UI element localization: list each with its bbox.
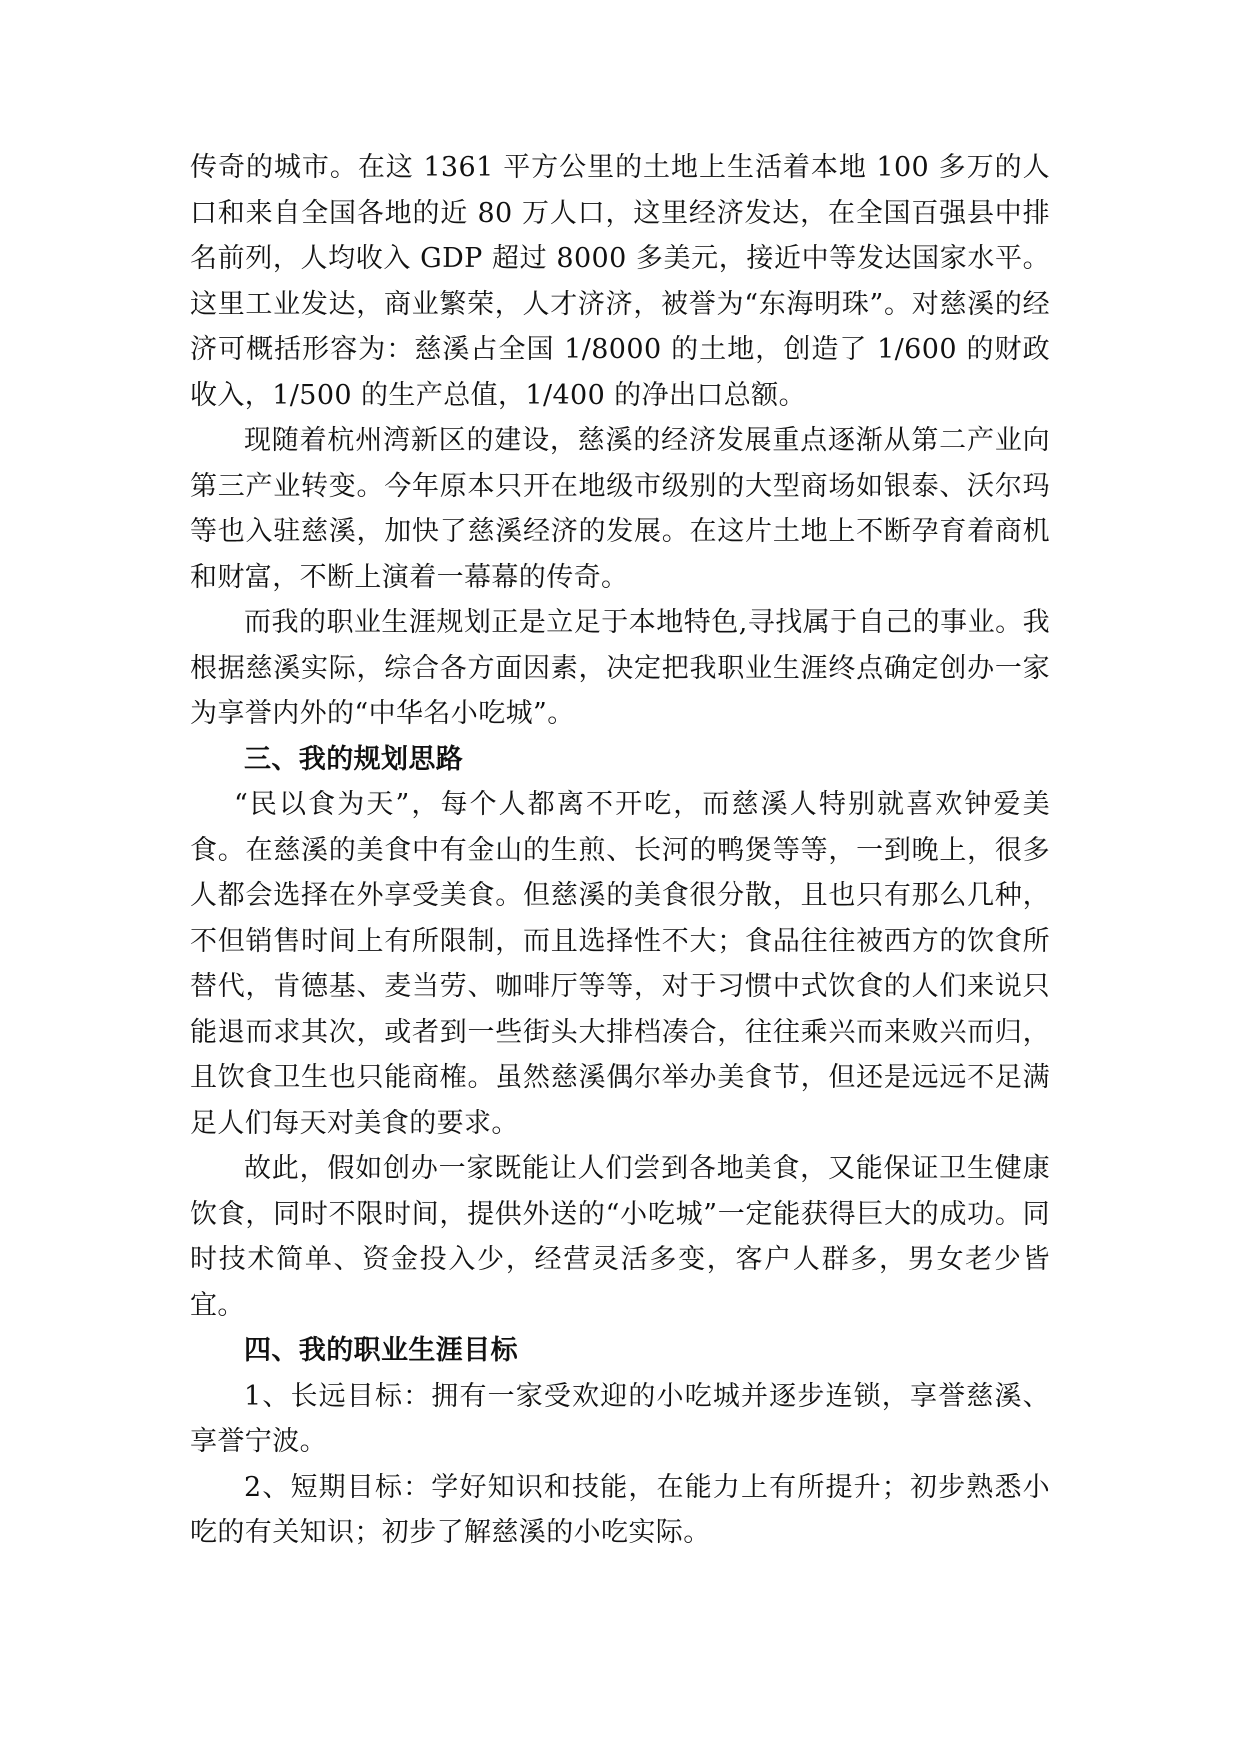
- section-heading-career-goals: 四、我的职业生涯目标: [244, 1335, 518, 1366]
- goal-long-term: 1、长远目标：拥有一家受欢迎的小吃城并逐步连锁，享誉慈溪、享誉宁波。: [190, 1380, 1050, 1457]
- section-heading-planning-ideas: 三、我的规划思路: [244, 743, 464, 775]
- paragraph-food-city-success: 故此，假如创办一家既能让人们尝到各地美食，又能保证卫生健康饮食，同时不限时间，提供外送的“小吃城”一定能获得巨大的成功。同时技术简单、资金投入少，经营灵活多变，客户人群多，男女老少皆宜。: [190, 1153, 1050, 1321]
- paragraph-cixi-economy: 传奇的城市。在这 1361 平方公里的土地上生活着本地 100 多万的人口和来自全国各地的近 80 万人口，这里经济发达，在全国百强县中排名前列，人均收入 GDP 超过 8000 多美元，接近中等发达国家水平。这里工业发达，商业繁荣，人才济济，被誉为“东海明珠”。对慈溪的经济可概括形容为：慈溪占全国 1/8000 的土地，创造了 1/600 的财政收入，1/500 的生产总值，1/400 的净出口总额。: [190, 152, 1050, 411]
- goal-short-term: 2、短期目标：学好知识和技能，在能力上有所提升；初步熟悉小吃的有关知识；初步了解慈溪的小吃实际。: [190, 1471, 1050, 1548]
- paragraph-food-demand: “民以食为天”，每个人都离不开吃，而慈溪人特别就喜欢钟爱美食。在慈溪的美食中有金山的生煎、长河的鸭煲等等，一到晚上，很多人都会选择在外享受美食。但慈溪的美食很分散，且也只有那么几种，不但销售时间上有所限制，而且选择性不大；食品往往被西方的饮食所替代，肯德基、麦当劳、咖啡厅等等，对于习惯中式饮食的人们来说只能退而求其次，或者到一些街头大排档凑合，往往乘兴而来败兴而归，且饮食卫生也只能商榷。虽然慈溪偶尔举办美食节，但还是远远不足满足人们每天对美食的要求。: [190, 789, 1050, 1139]
- paragraph-hangzhou-bay: 现随着杭州湾新区的建设，慈溪的经济发展重点逐渐从第二产业向第三产业转变。今年原本只开在地级市级别的大型商场如银泰、沃尔玛等也入驻慈溪，加快了慈溪经济的发展。在这片土地上不断孕育着商机和财富，不断上演着一幕幕的传奇。: [190, 425, 1050, 593]
- paragraph-career-endpoint: 而我的职业生涯规划正是立足于本地特色,寻找属于自己的事业。我根据慈溪实际，综合各方面因素，决定把我职业生涯终点确定创办一家为享誉内外的“中华名小吃城”。: [190, 607, 1050, 729]
- document-body: [190, 145, 1050, 1556]
